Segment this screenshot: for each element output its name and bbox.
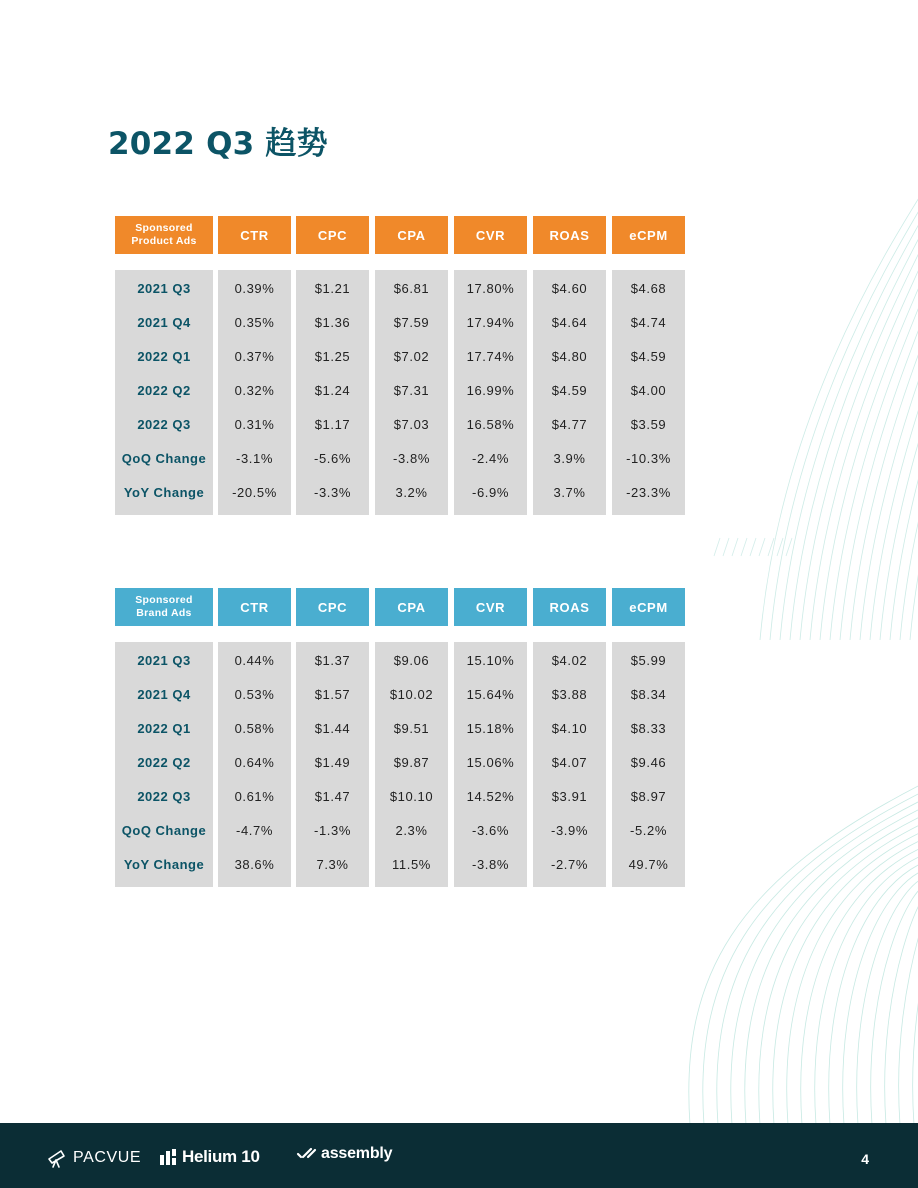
pacvue-wordmark: PACVUE xyxy=(73,1149,142,1166)
product-cell: -20.5% xyxy=(232,485,277,500)
brand-header-cpc: CPC xyxy=(296,588,369,626)
brand-cell: 7.3% xyxy=(316,857,349,872)
brand-cell: $3.91 xyxy=(551,789,588,804)
product-column-roas xyxy=(533,270,606,515)
brand-row-label: 2022 Q2 xyxy=(137,755,191,770)
brand-header-line2: Brand Ads xyxy=(136,607,192,619)
helium10-logo xyxy=(160,1147,260,1167)
product-column-cpa xyxy=(375,270,448,515)
product-cell: -3.8% xyxy=(393,451,430,466)
product-row-label: 2022 Q2 xyxy=(137,383,191,398)
product-header-cpc: CPC xyxy=(296,216,369,254)
product-cell: $1.24 xyxy=(314,383,351,398)
brand-cell: $1.49 xyxy=(314,755,351,770)
brand-header-roas: ROAS xyxy=(533,588,606,626)
product-cell: -2.4% xyxy=(472,451,509,466)
sponsored-product-ads-table xyxy=(115,216,690,516)
brand-cell: $8.34 xyxy=(630,687,667,702)
brand-row-label: QoQ Change xyxy=(121,823,207,838)
product-cell: $4.64 xyxy=(551,315,588,330)
brand-cell: 0.64% xyxy=(234,755,275,770)
product-cell: 17.80% xyxy=(466,281,515,296)
product-header-ecpm: eCPM xyxy=(612,216,685,254)
brand-column-ctr xyxy=(218,642,291,887)
brand-cell: $9.87 xyxy=(393,755,430,770)
brand-cell: 38.6% xyxy=(234,857,275,872)
brand-cell: 0.44% xyxy=(234,653,275,668)
product-header-roas: ROAS xyxy=(533,216,606,254)
product-cell: 17.94% xyxy=(466,315,515,330)
brand-cell: $10.10 xyxy=(389,789,434,804)
product-row-labels-column xyxy=(115,270,213,515)
product-cell: -3.3% xyxy=(314,485,351,500)
product-header-ctr: CTR xyxy=(218,216,291,254)
product-row-label: 2021 Q4 xyxy=(137,315,191,330)
brand-cell: $10.02 xyxy=(389,687,434,702)
brand-row-label: 2021 Q3 xyxy=(137,653,191,668)
brand-cell: 0.53% xyxy=(234,687,275,702)
product-cell: $4.60 xyxy=(551,281,588,296)
brand-cell: 15.06% xyxy=(466,755,515,770)
brand-cell: $1.37 xyxy=(314,653,351,668)
product-cell: 0.35% xyxy=(234,315,275,330)
product-cell: 3.9% xyxy=(553,451,586,466)
brand-cell: $9.51 xyxy=(393,721,430,736)
product-row-label: YoY Change xyxy=(123,485,205,500)
product-cell: $7.59 xyxy=(393,315,430,330)
brand-cell: -1.3% xyxy=(314,823,351,838)
product-cell: -6.9% xyxy=(472,485,509,500)
product-cell: $1.21 xyxy=(314,281,351,296)
brand-cell: $1.44 xyxy=(314,721,351,736)
brand-cell: 15.64% xyxy=(466,687,515,702)
brand-cell: -3.8% xyxy=(472,857,509,872)
sponsored-brand-ads-table xyxy=(115,588,690,888)
page-title: 2022 Q3 趋势 xyxy=(108,126,328,162)
product-cell: $4.80 xyxy=(551,349,588,364)
checkmark-icon xyxy=(296,1146,318,1162)
brand-cell: -3.9% xyxy=(551,823,588,838)
brand-cell: $8.97 xyxy=(630,789,667,804)
product-cell: $7.31 xyxy=(393,383,430,398)
product-cell: 0.39% xyxy=(234,281,275,296)
telescope-icon xyxy=(46,1147,68,1169)
product-cell: 0.37% xyxy=(234,349,275,364)
product-column-cvr xyxy=(454,270,527,515)
pacvue-logo xyxy=(46,1147,141,1169)
brand-header-ctr: CTR xyxy=(218,588,291,626)
page-number: 4 xyxy=(861,1151,869,1167)
product-header-label xyxy=(115,216,213,254)
brand-column-cvr xyxy=(454,642,527,887)
helium10-wordmark: Helium 10 xyxy=(182,1147,260,1166)
brand-cell: 2.3% xyxy=(395,823,428,838)
brand-row-label: YoY Change xyxy=(123,857,205,872)
brand-cell: -3.6% xyxy=(472,823,509,838)
brand-cell: 49.7% xyxy=(628,857,669,872)
product-cell: 16.99% xyxy=(466,383,515,398)
brand-row-label: 2022 Q3 xyxy=(137,789,191,804)
product-cell: $7.03 xyxy=(393,417,430,432)
product-cell: $6.81 xyxy=(393,281,430,296)
brand-cell: $4.07 xyxy=(551,755,588,770)
product-cell: $4.77 xyxy=(551,417,588,432)
product-cell: $4.59 xyxy=(551,383,588,398)
product-cell: $4.74 xyxy=(630,315,667,330)
product-cell: $1.17 xyxy=(314,417,351,432)
brand-cell: $1.57 xyxy=(314,687,351,702)
product-cell: 17.74% xyxy=(466,349,515,364)
product-row-label: QoQ Change xyxy=(121,451,207,466)
product-cell: 0.32% xyxy=(234,383,275,398)
brand-cell: 0.58% xyxy=(234,721,275,736)
product-row-label: 2022 Q1 xyxy=(137,349,191,364)
brand-cell: -2.7% xyxy=(551,857,588,872)
brand-cell: -4.7% xyxy=(236,823,273,838)
brand-column-cpc xyxy=(296,642,369,887)
product-cell: $1.36 xyxy=(314,315,351,330)
brand-column-ecpm xyxy=(612,642,685,887)
brand-row-label: 2022 Q1 xyxy=(137,721,191,736)
brand-header-cpa: CPA xyxy=(375,588,448,626)
brand-cell: -5.2% xyxy=(630,823,667,838)
brand-row-label: 2021 Q4 xyxy=(137,687,191,702)
product-cell: 3.7% xyxy=(553,485,586,500)
brand-column-roas xyxy=(533,642,606,887)
product-cell: 16.58% xyxy=(466,417,515,432)
brand-cell: 15.10% xyxy=(466,653,515,668)
brand-cell: $4.10 xyxy=(551,721,588,736)
product-header-line2: Product Ads xyxy=(131,235,197,247)
brand-cell: 0.61% xyxy=(234,789,275,804)
product-cell: 0.31% xyxy=(234,417,275,432)
brand-cell: $3.88 xyxy=(551,687,588,702)
brand-cell: $8.33 xyxy=(630,721,667,736)
brand-header-ecpm: eCPM xyxy=(612,588,685,626)
product-cell: -10.3% xyxy=(626,451,671,466)
product-cell: $1.25 xyxy=(314,349,351,364)
product-header-cvr: CVR xyxy=(454,216,527,254)
assembly-logo xyxy=(296,1145,392,1163)
product-cell: $7.02 xyxy=(393,349,430,364)
brand-header-label xyxy=(115,588,213,626)
product-cell: $4.00 xyxy=(630,383,667,398)
brand-header-line1: Sponsored xyxy=(135,594,193,606)
product-cell: 3.2% xyxy=(395,485,428,500)
product-cell: -23.3% xyxy=(626,485,671,500)
bars-icon xyxy=(160,1149,178,1165)
brand-cell: 11.5% xyxy=(392,857,431,872)
brand-column-cpa xyxy=(375,642,448,887)
product-column-cpc xyxy=(296,270,369,515)
product-cell: $4.68 xyxy=(630,281,667,296)
product-header-line1: Sponsored xyxy=(135,222,193,234)
product-cell: -3.1% xyxy=(236,451,273,466)
product-column-ecpm xyxy=(612,270,685,515)
brand-cell: $9.46 xyxy=(630,755,667,770)
product-row-label: 2022 Q3 xyxy=(137,417,191,432)
product-column-ctr xyxy=(218,270,291,515)
brand-header-cvr: CVR xyxy=(454,588,527,626)
brand-row-labels-column xyxy=(115,642,213,887)
product-cell: $4.59 xyxy=(630,349,667,364)
brand-cell: 14.52% xyxy=(466,789,515,804)
brand-cell: $1.47 xyxy=(314,789,351,804)
assembly-wordmark: assembly xyxy=(321,1145,393,1162)
product-row-label: 2021 Q3 xyxy=(137,281,191,296)
footer-bar xyxy=(0,1123,918,1188)
product-cell: -5.6% xyxy=(314,451,351,466)
brand-cell: $4.02 xyxy=(551,653,588,668)
brand-cell: $9.06 xyxy=(393,653,430,668)
product-cell: $3.59 xyxy=(630,417,667,432)
brand-cell: $5.99 xyxy=(630,653,667,668)
brand-cell: 15.18% xyxy=(466,721,515,736)
product-header-cpa: CPA xyxy=(375,216,448,254)
